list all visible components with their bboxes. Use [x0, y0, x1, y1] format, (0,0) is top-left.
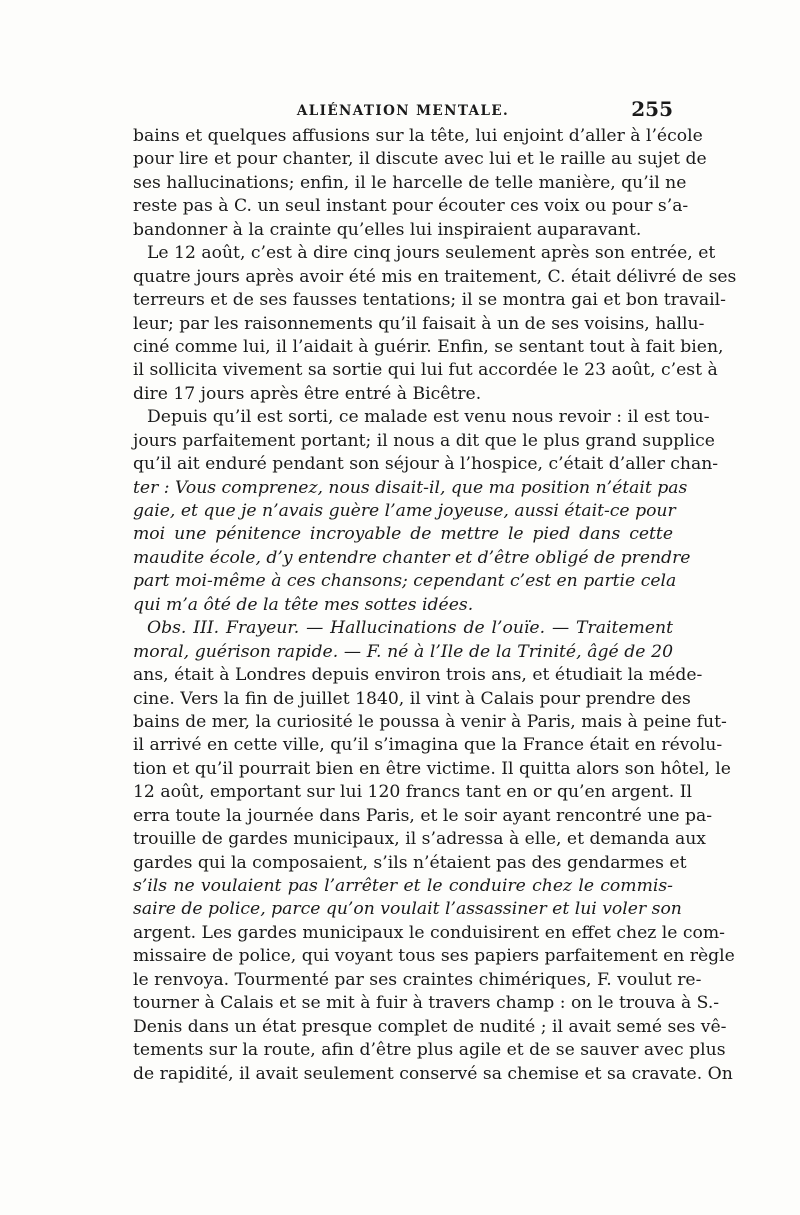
text-line: cine. Vers la fin de juillet 1840, il vint à Calais pour prendre des — [133, 688, 691, 709]
text-line: ciné comme lui, il l’aidait à guérir. Enfin, se sentant tout à fait bien, — [133, 336, 724, 357]
text-line: 12 août, emportant sur lui 120 francs tant en or qu’en argent. Il — [133, 782, 693, 803]
text-line: s’ils ne voulaient pas l’arrêter et le conduire chez le commis- — [133, 876, 673, 896]
text-line: Obs. III. Frayeur. — Hallucinations de l’ouïe. — Traitement — [147, 618, 673, 639]
text-line: Le 12 août, c’est à dire cinq jours seulement après son entrée, et — [147, 243, 716, 264]
text-line: pour lire et pour chanter, il discute avec lui et le raille au sujet de — [133, 149, 707, 170]
text-line: saire de police, parce qu’on voulait l’assassiner et lui voler son — [133, 899, 682, 920]
text-line: Depuis qu’il est sorti, ce malade est venu nous revoir : il est tou- — [147, 407, 710, 428]
text-line: missaire de police, qui voyant tous ses papiers parfaitement en règle — [133, 946, 735, 967]
text-line: ans, était à Londres depuis environ trois ans, et étudiait la méde- — [133, 665, 703, 686]
text-line: ter : Vous comprenez, nous disait-il, que ma position n’était pas — [133, 477, 688, 498]
body-text — [133, 125, 737, 1086]
text-line: quatre jours après avoir été mis en traitement, C. était délivré de ses — [133, 266, 737, 287]
text-line: argent. Les gardes municipaux le conduisirent en effet chez le com- — [133, 922, 725, 943]
text-line: bains et quelques affusions sur la tête, lui enjoint d’aller à l’école — [133, 126, 703, 146]
text-line: tourner à Calais et se mit à fuir à travers champ : on le trouva à S.- — [133, 993, 720, 1014]
text-line: dire 17 jours après être entré à Bicêtre. — [133, 383, 482, 404]
text-line: qu’il ait enduré pendant son séjour à l’hospice, c’était d’aller chan- — [133, 454, 719, 475]
text-line: moral, guérison rapide. — F. né à l’Ile de la Trinité, âgé de 20 — [133, 641, 673, 662]
text-line: maudite école, d’y entendre chanter et d’être obligé de prendre — [133, 547, 691, 568]
text-line: bains de mer, la curiosité le poussa à venir à Paris, mais à peine fut- — [133, 711, 727, 732]
text-line: leur; par les raisonnements qu’il faisait à un de ses voisins, hallu- — [133, 313, 705, 334]
text-line: de rapidité, il avait seulement conservé sa chemise et sa cravate. On — [133, 1063, 733, 1084]
running-head: ALIÉNATION MENTALE. — [296, 103, 510, 119]
text-line: jours parfaitement portant; il nous a dit que le plus grand supplice — [133, 430, 715, 451]
text-line: le renvoya. Tourmenté par ses craintes chimériques, F. voulut re- — [133, 969, 702, 990]
text-line: bandonner à la crainte qu’elles lui inspiraient auparavant. — [133, 219, 642, 240]
text-line: reste pas à C. un seul instant pour écouter ces voix ou pour s’a- — [133, 196, 689, 217]
text-line: il arrivé en cette ville, qu’il s’imagina que la France était en révolu- — [133, 735, 723, 756]
text-line: gardes qui la composaient, s’ils n’étaient pas des gendarmes et — [133, 852, 687, 873]
page-header — [133, 97, 673, 123]
text-line: qui m’a ôté de la tête mes sottes idées. — [133, 594, 474, 615]
page-number: 255 — [631, 97, 673, 121]
text-line: moi une pénitence incroyable de mettre le pied dans cette — [133, 524, 673, 545]
text-line: Denis dans un état presque complet de nudité ; il avait semé ses vê- — [133, 1016, 727, 1037]
text-line: trouille de gardes municipaux, il s’adressa à elle, et demanda aux — [133, 829, 706, 850]
text-line: part moi-même à ces chansons; cependant c’est en partie cela — [133, 571, 677, 592]
text-line: gaie, et que je n’avais guère l’ame joyeuse, aussi était-ce pour — [133, 501, 676, 521]
text-line: terreurs et de ses fausses tentations; il se montra gai et bon travail- — [133, 290, 726, 311]
text-line: tements sur la route, afin d’être plus agile et de se sauver avec plus — [133, 1040, 726, 1061]
text-line: ses hallucinations; enfin, il le harcelle de telle manière, qu’il ne — [133, 172, 687, 193]
text-line: erra toute la journée dans Paris, et le soir ayant rencontré une pa- — [133, 805, 713, 826]
text-line: tion et qu’il pourrait bien en être victime. Il quitta alors son hôtel, le — [133, 758, 731, 779]
text-line: il sollicita vivement sa sortie qui lui fut accordée le 23 août, c’est à — [133, 360, 718, 381]
